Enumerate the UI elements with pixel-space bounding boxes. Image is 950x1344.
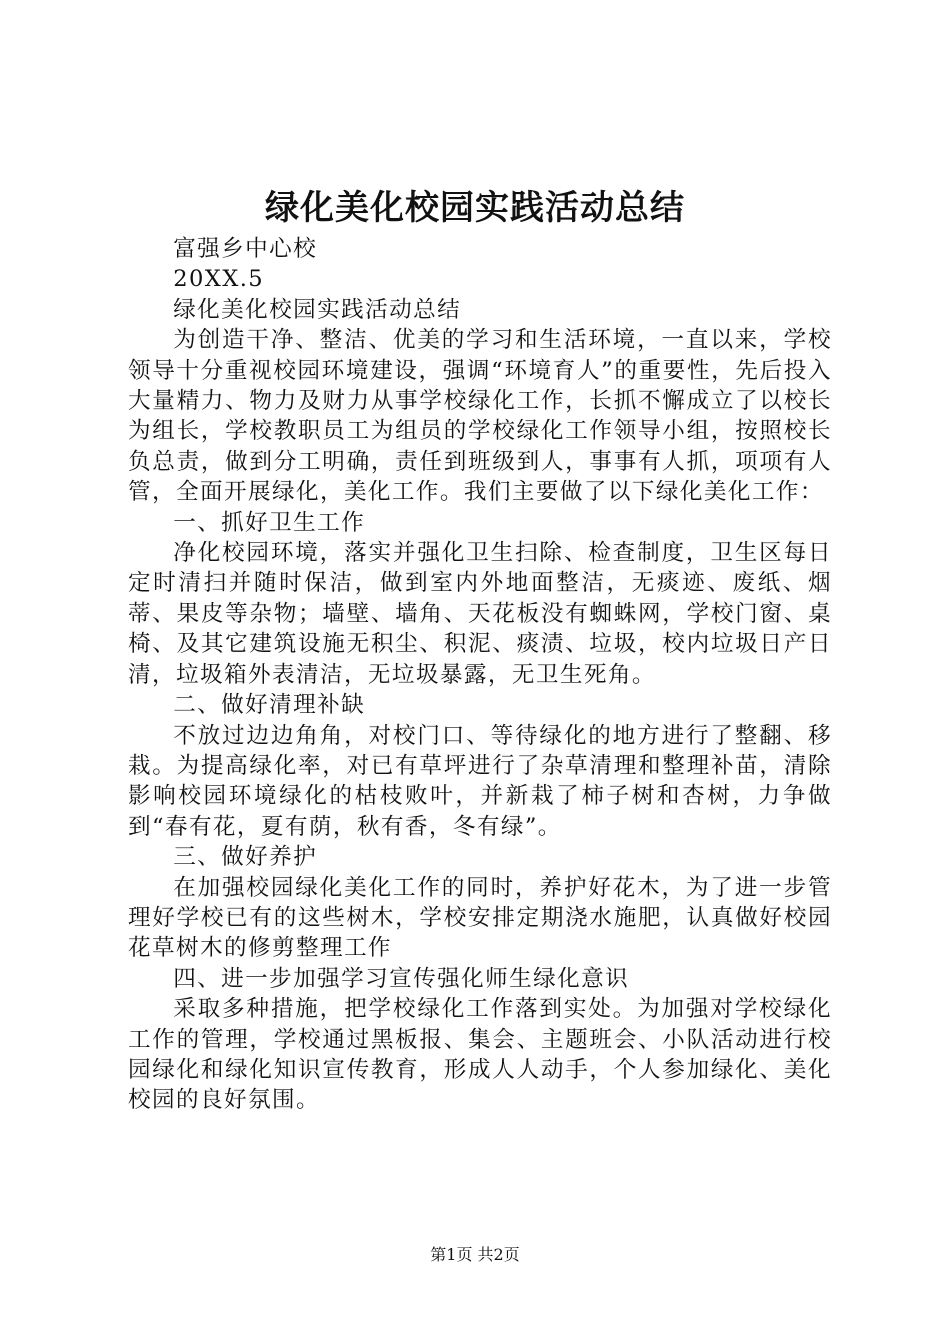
section-heading-2: 二、做好清理补缺 <box>173 692 366 719</box>
section-body-2: 不放过边边角角，对校门口、等待绿化的地方进行了整翻、移栽。为提高绿化率，对已有草坪进行了杂草清理和整理补苗，清除影响校园环境绿化的枯枝败叶，并新栽了柿子树和杏树，力争做到“春有花，夏有荫，秋有香，冬有绿”。 <box>128 722 832 840</box>
page-footer: 第1页 共2页 <box>430 1245 520 1264</box>
section-body-3: 在加强校园绿化美化工作的同时，养护好花木，为了进一步管理好学校已有的这些树木，学校安排定期浇水施肥，认真做好校园花草树木的修剪整理工作 <box>128 874 832 962</box>
section-body-1: 净化校园环境，落实并强化卫生扫除、检查制度，卫生区每日定时清扫并随时保洁，做到室内外地面整洁，无痰迹、废纸、烟蒂、果皮等杂物；墙壁、墙角、天花板没有蜘蛛网，学校门窗、桌椅、及其它建筑设施无积尘、积泥、痰渍、垃圾，校内垃圾日产日清，垃圾箱外表清洁，无垃圾暴露，无卫生死角。 <box>128 540 832 688</box>
document-title: 绿化美化校园实践活动总结 <box>265 188 685 228</box>
section-heading-1: 一、抓好卫生工作 <box>173 509 366 536</box>
school-name: 富强乡中心校 <box>173 236 318 262</box>
document-subtitle: 绿化美化校园实践活动总结 <box>173 296 462 323</box>
document-body <box>128 234 832 1116</box>
intro-paragraph: 为创造干净、整洁、优美的学习和生活环境，一直以来，学校领导十分重视校园环境建设，强调“环境育人”的重要性，先后投入大量精力、物力及财力从事学校绿化工作，长抓不懈成立了以校长为组长，学校教职员工为组员的学校绿化工作领导小组，按照校长负总责，做到分工明确，责任到班级到人，事事有人抓，项项有人管，全面开展绿化，美化工作。我们主要做了以下绿化美化工作： <box>128 327 832 506</box>
section-heading-4: 四、进一步加强学习宣传强化师生绿化意识 <box>173 965 630 992</box>
document-date: 20XX.5 <box>173 266 265 293</box>
section-body-4: 采取多种措施，把学校绿化工作落到实处。为加强对学校绿化工作的管理，学校通过黑板报、集会、主题班会、小队活动进行校园绿化和绿化知识宣传教育，形成人人动手，个人参加绿化、美化校园的良好氛围。 <box>128 996 832 1114</box>
section-heading-3: 三、做好养护 <box>173 844 318 871</box>
